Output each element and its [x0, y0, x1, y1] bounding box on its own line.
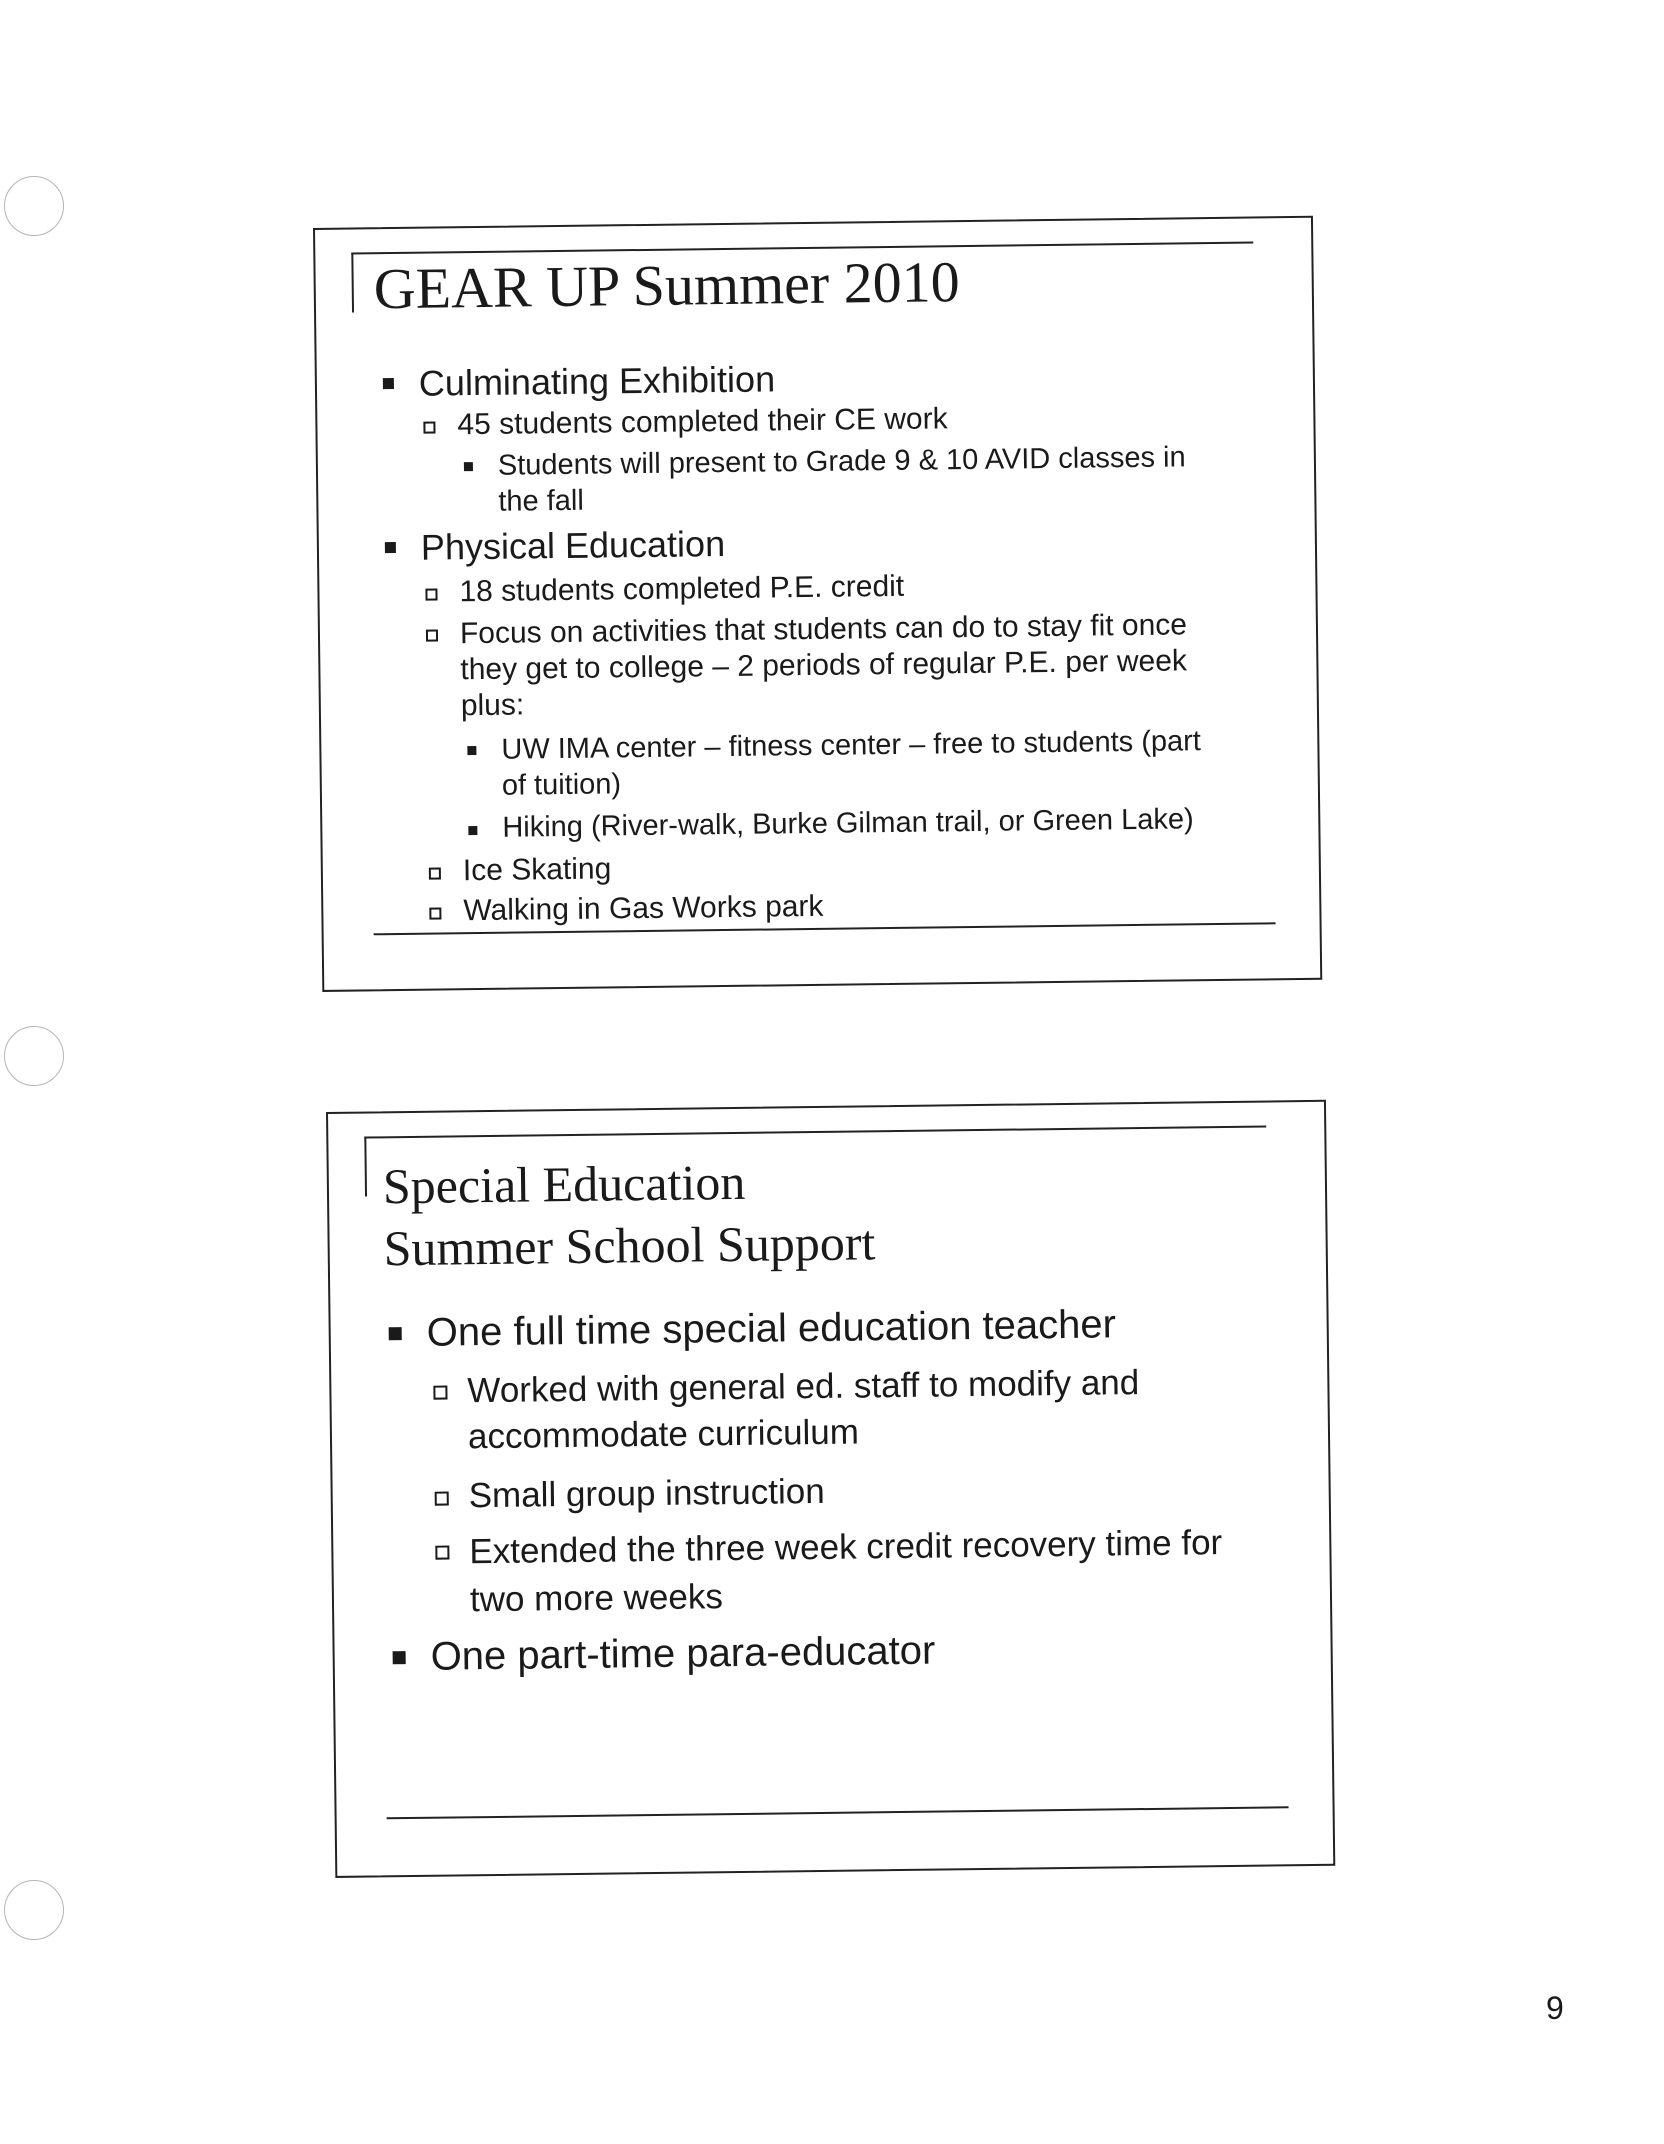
list-item-full-time-teacher: One full time special education teacher [388, 1302, 1116, 1356]
slide-title-line1: Special Education [382, 1153, 746, 1215]
list-item-small-group: Small group instruction [434, 1472, 824, 1517]
list-item-pe-credit: 18 students completed P.E. credit [425, 570, 904, 610]
list-item-general-ed-staff: Worked with general ed. staff to modify and accommodate curriculum [433, 1360, 1140, 1461]
binder-hole-top [4, 176, 64, 236]
slide-special-education [326, 1100, 1335, 1878]
slide-title: GEAR UP Summer 2010 [373, 249, 961, 322]
list-item-ce-work: 45 students completed their CE work [423, 402, 948, 442]
list-item-culminating-exhibition: Culminating Exhibition [383, 358, 776, 405]
binder-hole-middle [4, 1026, 64, 1086]
square-bullet-icon [383, 378, 394, 389]
square-bullet-icon [468, 826, 477, 835]
title-top-rule [364, 1126, 1266, 1139]
title-left-bar [351, 253, 354, 313]
list-item-credit-recovery: Extended the three week credit recovery time for two more weeks [435, 1519, 1223, 1625]
list-item-physical-education: Physical Education [385, 523, 726, 569]
list-item-focus-activities: Focus on activities that students can do to stay fit once they get to college – 2 periods of regular P.E. per week plus: [426, 607, 1188, 724]
list-item-ice-skating: Ice Skating [429, 852, 612, 888]
title-left-bar [364, 1137, 367, 1197]
list-item-gas-works: Walking in Gas Works park [429, 890, 823, 929]
hollow-square-bullet-icon [426, 630, 438, 642]
hollow-square-bullet-icon [435, 1546, 449, 1560]
hollow-square-bullet-icon [423, 422, 435, 434]
hollow-square-bullet-icon [429, 907, 441, 919]
square-bullet-icon [467, 746, 476, 755]
hollow-square-bullet-icon [433, 1386, 447, 1400]
list-item-uw-ima: UW IMA center – fitness center – free to students (part of tuition) [467, 723, 1201, 804]
hollow-square-bullet-icon [435, 1492, 449, 1506]
slide-title-line2: Summer School Support [383, 1214, 876, 1277]
square-bullet-icon [389, 1327, 402, 1340]
list-item-para-educator: One part-time para-educator [392, 1629, 935, 1681]
square-bullet-icon [385, 542, 396, 553]
hollow-square-bullet-icon [425, 589, 437, 601]
list-item-present-avid: Students will present to Grade 9 & 10 AVID classes in the fall [464, 439, 1187, 520]
list-item-hiking: Hiking (River-walk, Burke Gilman trail, or Green Lake) [468, 803, 1194, 845]
bottom-rule [387, 1806, 1289, 1819]
hollow-square-bullet-icon [429, 867, 441, 879]
binder-hole-bottom [4, 1880, 64, 1940]
square-bullet-icon [464, 462, 473, 471]
slide-gear-up [313, 216, 1322, 992]
page-number: 9 [1546, 1990, 1564, 2026]
square-bullet-icon [393, 1651, 406, 1664]
